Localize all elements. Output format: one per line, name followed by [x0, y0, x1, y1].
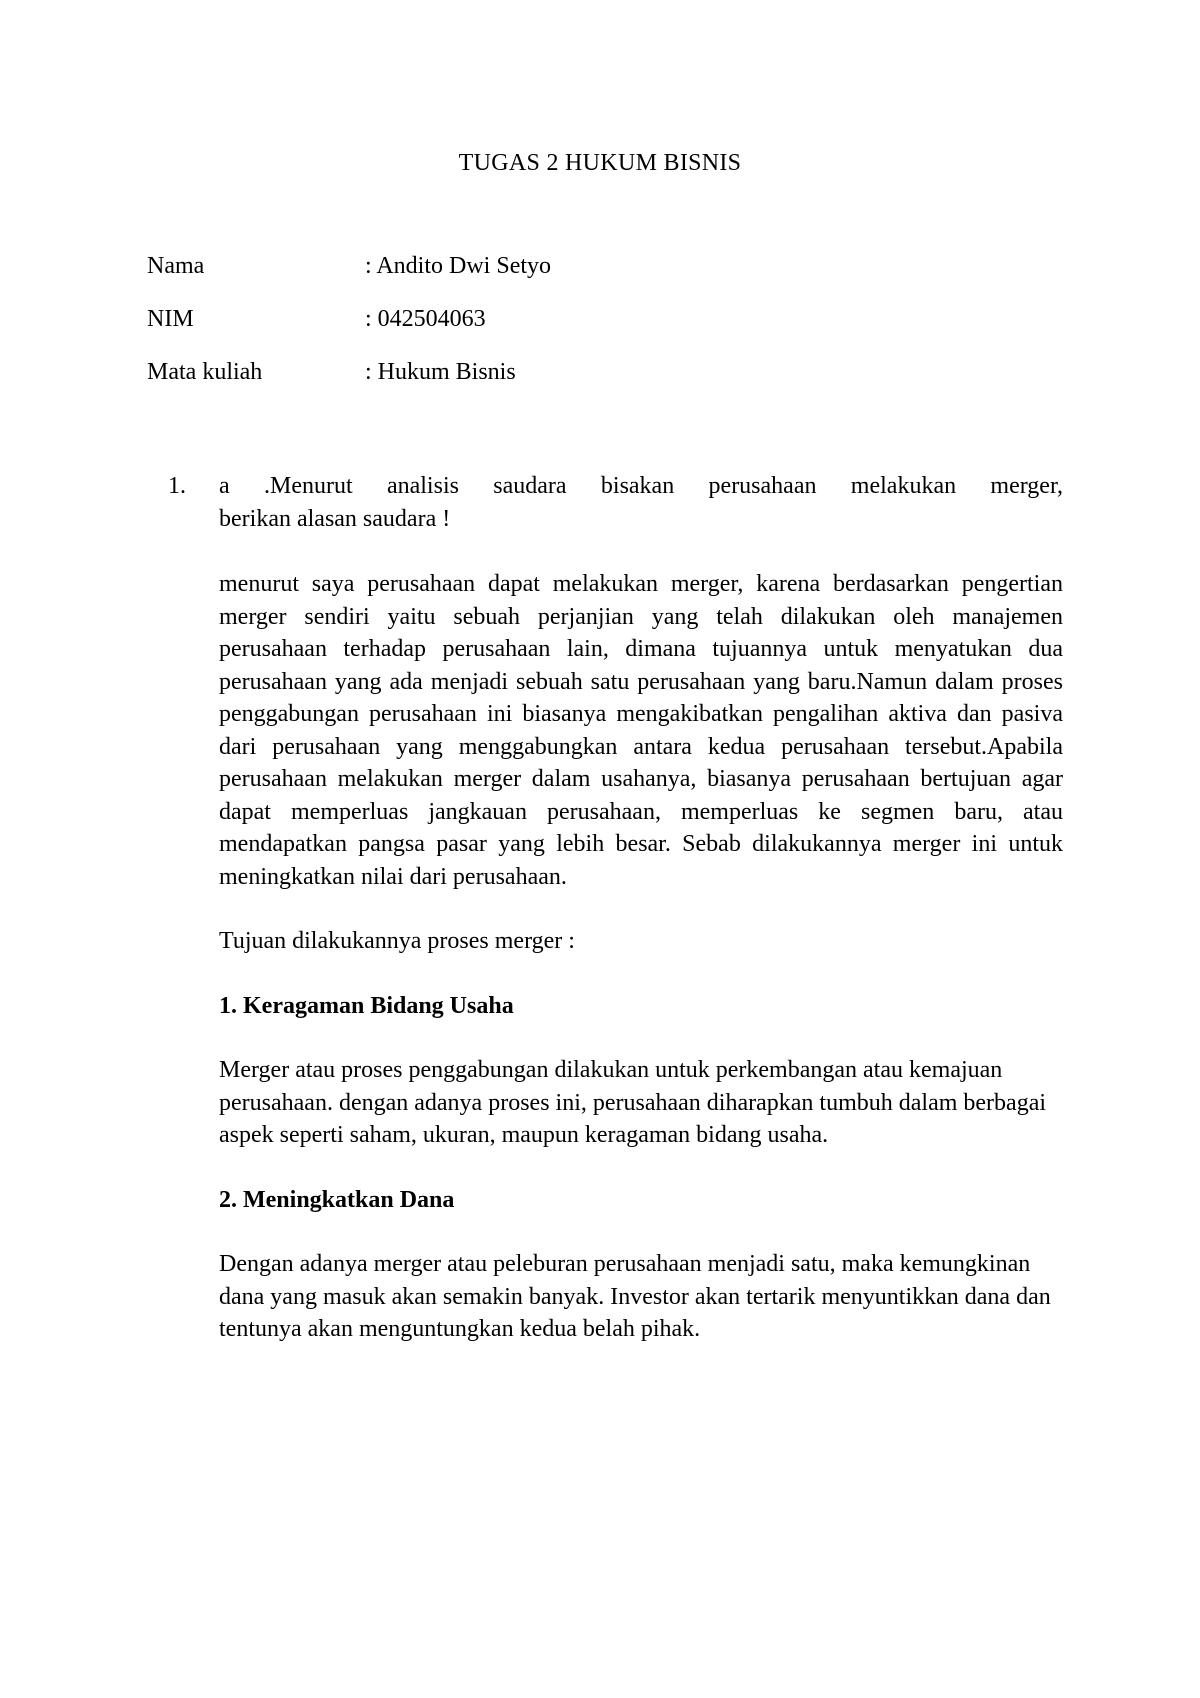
answer-section	[219, 470, 1063, 1346]
info-label: Mata kuliah	[147, 359, 263, 385]
document-title: TUGAS 2 HUKUM BISNIS	[458, 150, 742, 176]
question-line-2: berikan alasan saudara !	[219, 505, 451, 532]
info-value: : Andito Dwi Setyo	[365, 253, 552, 279]
info-value: : Hukum Bisnis	[365, 359, 516, 385]
question-number: 1.	[168, 473, 186, 499]
question-line-1: a .Menurut analisis saudara bisakan perusahaan melakukan merger,	[219, 473, 1063, 499]
purpose-intro: Tujuan dilakukannya proses merger :	[219, 928, 575, 954]
question-text	[219, 470, 1063, 535]
info-label: Nama	[147, 253, 205, 279]
info-label: NIM	[147, 306, 194, 332]
info-value: : 042504063	[365, 306, 486, 332]
point-body: Dengan adanya merger atau peleburan perusahaan menjadi satu, maka kemungkinan dana yang masuk akan semakin banyak. Investor akan tertarik menyuntikkan dana dan tentunya akan menguntungkan kedua belah pihak.	[219, 1251, 1051, 1342]
point-body: Merger atau proses penggabungan dilakukan untuk perkembangan atau kemajuan perusahaan. dengan adanya proses ini, perusahaan diharapkan tumbuh dalam berbagai aspek seperti saham, ukuran, maupun keragaman bidang usaha.	[219, 1057, 1047, 1148]
point-heading: 1. Keragaman Bidang Usaha	[219, 992, 514, 1019]
point-heading: 2. Meningkatkan Dana	[219, 1186, 455, 1213]
answer-paragraph: menurut saya perusahaan dapat melakukan merger, karena berdasarkan pengertian merger sendiri yaitu sebuah perjanjian yang telah dilakukan oleh manajemen perusahaan terhadap perusahaan lain, dimana tujuannya untuk menyatukan dua perusahaan yang ada menjadi sebuah satu perusahaan yang baru.Namun dalam proses penggabungan perusahaan ini biasanya mengakibatkan pengalihan aktiva dan pasiva dari perusahaan yang menggabungkan antara kedua perusahaan tersebut.Apabila perusahaan melakukan merger dalam usahanya, biasanya perusahaan bertujuan agar dapat memperluas jangkauan perusahaan, memperluas ke segmen baru, atau mendapatkan pangsa pasar yang lebih besar. Sebab dilakukannya merger ini untuk meningkatkan nilai dari perusahaan.	[219, 571, 1063, 890]
